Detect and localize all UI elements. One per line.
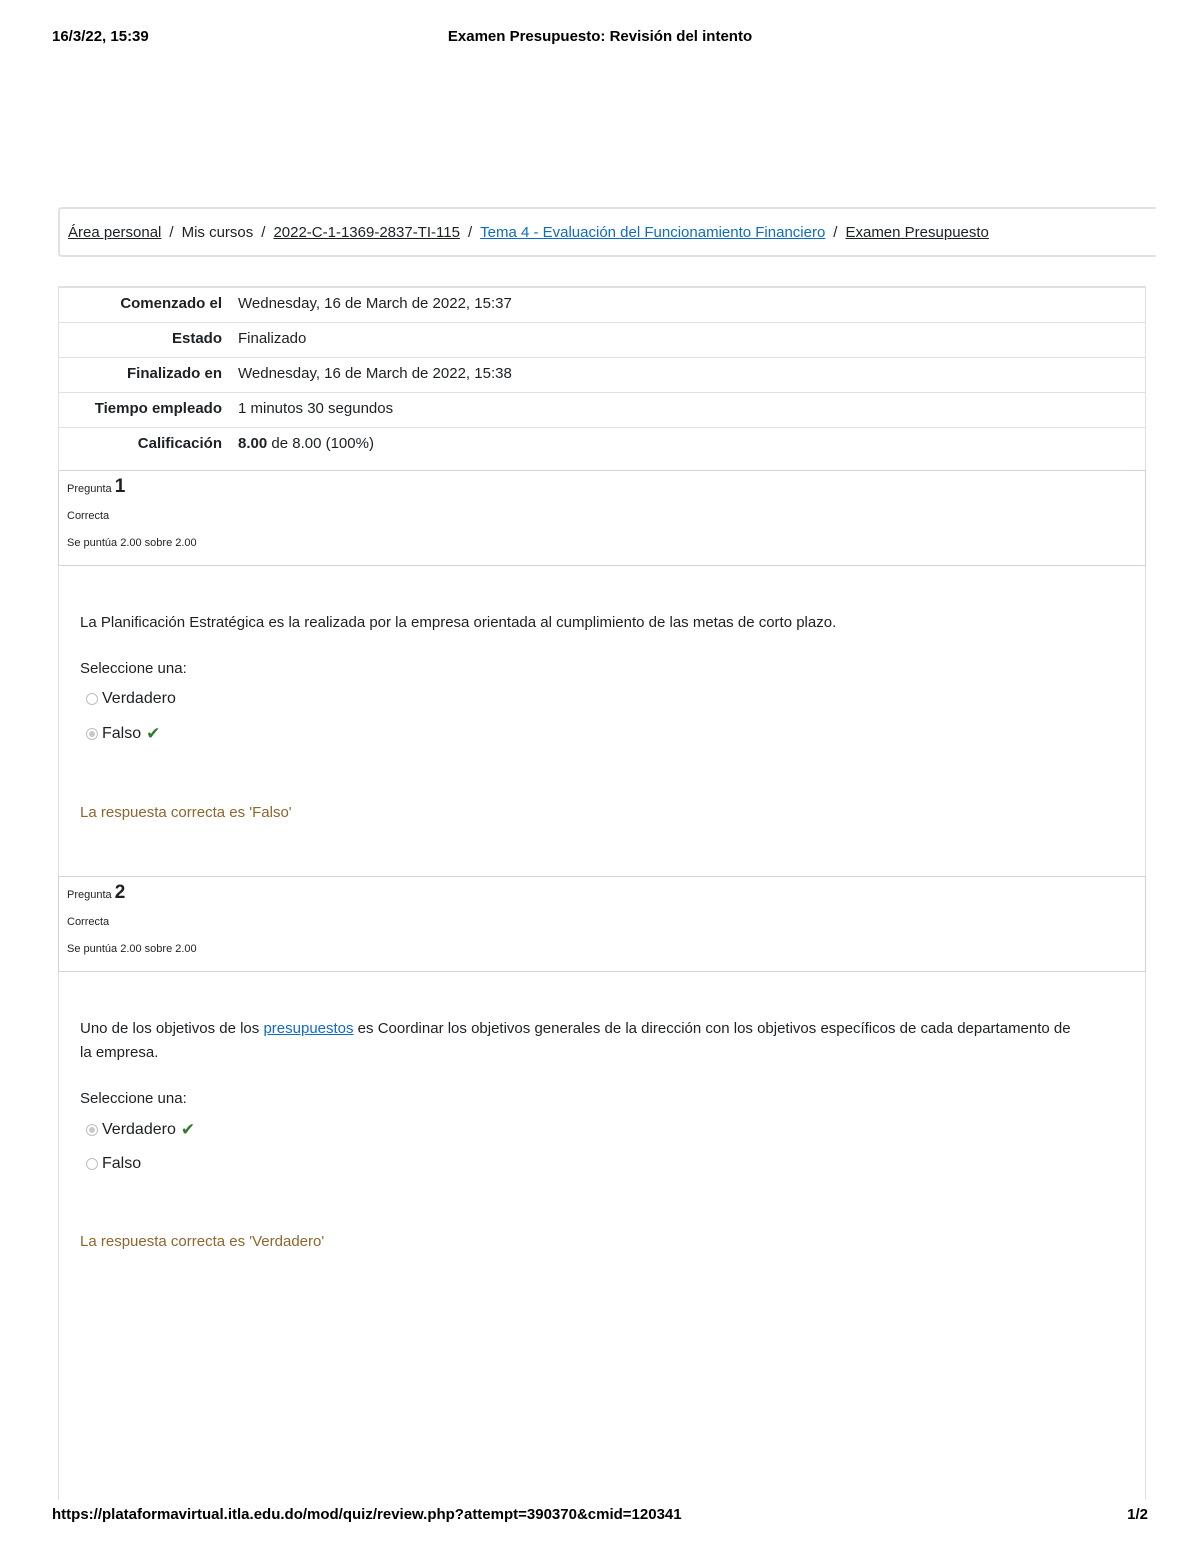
question-prompt: Seleccione una: bbox=[80, 660, 187, 677]
summary-label: Comenzado el bbox=[58, 287, 230, 323]
page-number: 1/2 bbox=[1127, 1506, 1148, 1523]
breadcrumb-tema[interactable]: Tema 4 - Evaluación del Funcionamiento Financiero bbox=[480, 223, 826, 241]
correct-answer-feedback: La respuesta correcta es 'Verdadero' bbox=[80, 1233, 325, 1250]
breadcrumb-separator: / bbox=[467, 223, 473, 241]
print-title: Examen Presupuesto: Revisión del intento bbox=[447, 28, 753, 45]
summary-row bbox=[58, 428, 1146, 463]
answer-option-falso[interactable] bbox=[86, 724, 160, 744]
grade-total: de 8.00 (100%) bbox=[267, 435, 374, 452]
breadcrumb-examen[interactable]: Examen Presupuesto bbox=[845, 223, 989, 241]
breadcrumb-mis-cursos: Mis cursos bbox=[181, 223, 254, 241]
answer-label: Falso bbox=[102, 1155, 142, 1172]
summary-row bbox=[58, 323, 1146, 358]
answer-label: Verdadero bbox=[102, 1121, 176, 1138]
summary-label: Estado bbox=[58, 323, 230, 358]
question-text-part: es Coordinar los objetivos generales de la dirección con los objetivos específicos de cada departamento de la empresa. bbox=[80, 1020, 1071, 1061]
question-prefix: Pregunta bbox=[67, 889, 112, 901]
radio-button-selected[interactable] bbox=[86, 1124, 98, 1136]
print-date: 16/3/22, 15:39 bbox=[52, 28, 149, 45]
question-state: Correcta bbox=[67, 510, 110, 522]
question-number-value: 2 bbox=[114, 882, 126, 903]
glossary-link-presupuestos[interactable]: presupuestos bbox=[263, 1020, 354, 1037]
summary-value: Wednesday, 16 de March de 2022, 15:37 bbox=[230, 287, 1146, 323]
print-header bbox=[52, 28, 1148, 48]
question-number-value: 1 bbox=[114, 476, 126, 497]
breadcrumb-separator: / bbox=[169, 223, 174, 241]
summary-value: 1 minutos 30 segundos bbox=[230, 393, 1146, 428]
question-grade: Se puntúa 2.00 sobre 2.00 bbox=[67, 537, 197, 549]
question-frame-left bbox=[58, 972, 59, 1500]
question-frame-right bbox=[1145, 566, 1146, 876]
summary-row bbox=[58, 358, 1146, 393]
summary-label: Tiempo empleado bbox=[58, 393, 230, 428]
breadcrumb-separator: / bbox=[833, 223, 838, 241]
question-prefix: Pregunta bbox=[67, 483, 112, 495]
summary-grade bbox=[230, 428, 1146, 463]
answer-option-verdadero[interactable] bbox=[86, 690, 176, 708]
question-content bbox=[80, 1017, 1080, 1267]
answer-option-verdadero[interactable] bbox=[86, 1120, 195, 1140]
question-number bbox=[67, 882, 1145, 903]
breadcrumb-separator: / bbox=[261, 223, 266, 241]
question-text: La Planificación Estratégica es la realizada por la empresa orientada al cumplimiento de las metas de corto plazo. bbox=[80, 614, 837, 631]
breadcrumb-area-personal[interactable]: Área personal bbox=[68, 223, 162, 241]
question-frame-right bbox=[1145, 972, 1146, 1500]
question-prompt: Seleccione una: bbox=[80, 1090, 187, 1107]
answer-label: Falso bbox=[102, 725, 142, 742]
question-info bbox=[58, 876, 1146, 972]
radio-button[interactable] bbox=[86, 1158, 98, 1170]
check-icon: ✔ bbox=[180, 1120, 196, 1139]
summary-value: Wednesday, 16 de March de 2022, 15:38 bbox=[230, 358, 1146, 393]
summary-label: Finalizado en bbox=[58, 358, 230, 393]
summary-label: Calificación bbox=[58, 428, 230, 463]
question-number bbox=[67, 476, 1145, 497]
question-info bbox=[58, 470, 1146, 566]
breadcrumb bbox=[58, 207, 1156, 257]
question-state: Correcta bbox=[67, 916, 110, 928]
summary-value: Finalizado bbox=[230, 323, 1146, 358]
correct-answer-feedback: La respuesta correcta es 'Falso' bbox=[80, 804, 292, 821]
answer-label: Verdadero bbox=[102, 690, 176, 707]
attempt-summary-table bbox=[58, 286, 1146, 462]
summary-row bbox=[58, 393, 1146, 428]
grade-value: 8.00 bbox=[238, 435, 268, 452]
question-grade: Se puntúa 2.00 sobre 2.00 bbox=[67, 943, 197, 955]
summary-row bbox=[58, 287, 1146, 323]
question-content bbox=[80, 611, 1080, 841]
radio-button[interactable] bbox=[86, 693, 98, 705]
question-frame-left bbox=[58, 566, 59, 876]
answer-option-falso[interactable] bbox=[86, 1155, 141, 1173]
print-footer bbox=[52, 1506, 1148, 1526]
question-text-part: Uno de los objetivos de los bbox=[80, 1020, 264, 1037]
check-icon: ✔ bbox=[146, 724, 161, 743]
radio-button-selected[interactable] bbox=[86, 728, 98, 740]
breadcrumb-course[interactable]: 2022-C-1-1369-2837-TI-115 bbox=[273, 223, 460, 241]
print-url: https://plataformavirtual.itla.edu.do/mod/quiz/review.php?attempt=390370&cmid=120341 bbox=[52, 1506, 682, 1523]
question-text bbox=[80, 1017, 1080, 1065]
